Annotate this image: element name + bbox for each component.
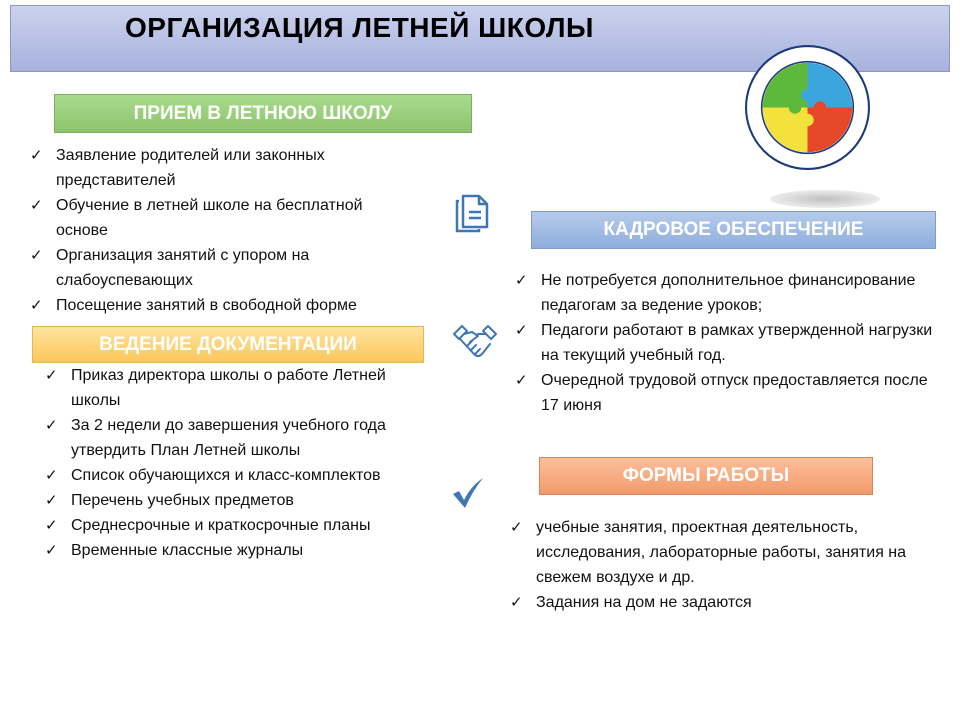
check-icon: ✓ [30,197,43,214]
list-item: ✓ Посещение занятий в свободной форме [30,293,410,318]
list-item: ✓ Обучение в летней школе на бесплатной основе [30,193,410,243]
list-item: ✓ Список обучающихся и класс-комплектов [45,463,395,488]
list-item: ✓ Задания на дом не задаются [510,590,910,615]
admission-header: ПРИЕМ В ЛЕТНЮЮ ШКОЛУ [54,94,472,133]
check-icon: ✓ [45,517,58,534]
work-forms-list [510,515,910,615]
work-forms-header: ФОРМЫ РАБОТЫ [539,457,873,495]
list-item: ✓ Среднесрочные и краткосрочные планы [45,513,395,538]
list-item: ✓ учебные занятия, проектная деятельность, исследования, лабораторные работы, занятия на свежем воздухе и др. [510,515,910,590]
list-item: ✓ За 2 недели до завершения учебного года утвердить План Летней школы [45,413,395,463]
logo-shadow [770,190,880,208]
check-icon: ✓ [30,297,43,314]
list-item: ✓ Организация занятий с упором на слабоуспевающих [30,243,410,293]
list-item: ✓ Перечень учебных предметов [45,488,395,513]
list-item: ✓ Педагоги работают в рамках утвержденной нагрузки на текущий учебный год. [515,318,935,368]
check-icon: ✓ [510,519,523,536]
checkmark-icon [451,476,485,510]
admission-list [30,143,410,318]
documentation-header: ВЕДЕНИЕ ДОКУМЕНТАЦИИ [32,326,424,363]
school-logo [745,45,870,170]
check-icon: ✓ [45,367,58,384]
list-item: ✓ Заявление родителей или законных представителей [30,143,410,193]
staffing-header: КАДРОВОЕ ОБЕСПЕЧЕНИЕ [531,211,936,249]
check-icon: ✓ [30,147,43,164]
list-item: ✓ Очередной трудовой отпуск предоставляется после 17 июня [515,368,935,418]
document-icon [453,193,493,235]
check-icon: ✓ [45,417,58,434]
check-icon: ✓ [515,322,528,339]
handshake-icon [452,322,498,364]
check-icon: ✓ [515,272,528,289]
check-icon: ✓ [510,594,523,611]
page-title: ОРГАНИЗАЦИЯ ЛЕТНЕЙ ШКОЛЫ [125,12,594,43]
staffing-list [515,268,935,418]
check-icon: ✓ [45,542,58,559]
check-icon: ✓ [45,467,58,484]
check-icon: ✓ [45,492,58,509]
documentation-list [45,363,395,563]
list-item: ✓ Не потребуется дополнительное финансирование педагогам за ведение уроков; [515,268,935,318]
check-icon: ✓ [30,247,43,264]
check-icon: ✓ [515,372,528,389]
list-item: ✓ Временные классные журналы [45,538,395,563]
list-item: ✓ Приказ директора школы о работе Летней школы [45,363,395,413]
